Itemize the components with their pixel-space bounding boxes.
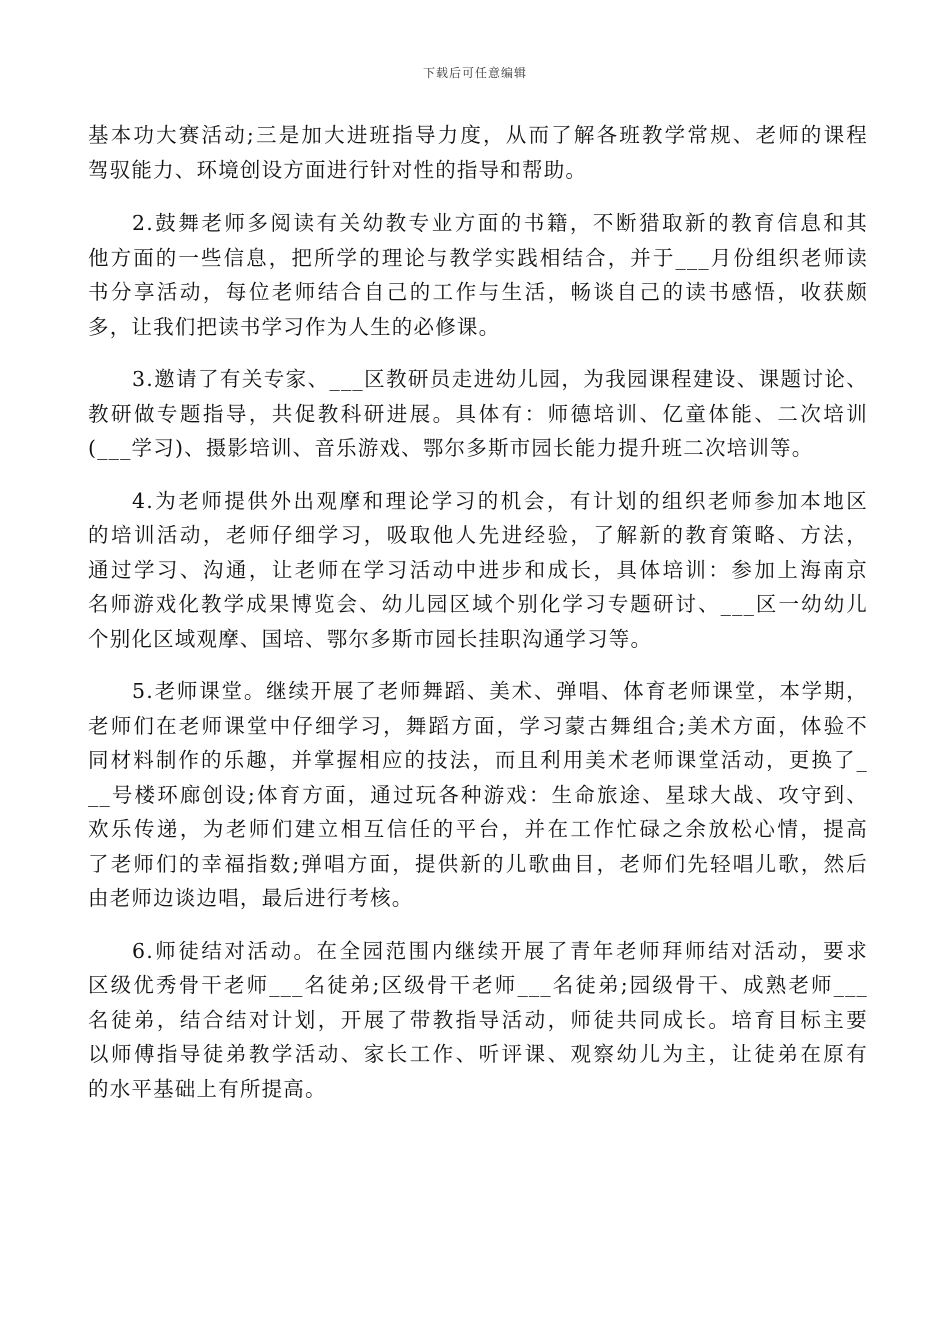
text-line: 了老师们的幸福指数;弹唱方面，提供新的儿歌曲目，老师们先轻唱儿歌，然后	[88, 851, 868, 876]
text-line: 多，让我们把读书学习作为人生的必修课。	[88, 314, 501, 339]
text-line: 老师们在老师课堂中仔细学习，舞蹈方面，学习蒙古舞组合;美术方面，体验不	[88, 713, 868, 738]
text-line: 以师傅指导徒弟教学活动、家长工作、听评课、观察幼儿为主，让徒弟在原有	[88, 1042, 868, 1066]
text-line: 6.师徒结对活动。在全园范围内继续开展了青年老师拜师结对活动，要求	[132, 938, 868, 963]
text-line: __号楼环廊创设;体育方面，通过玩各种游戏：生命旅途、星球大战、攻守到、	[88, 782, 868, 807]
text-line: 名师游戏化教学成果博览会、幼儿园区域个别化学习专题研讨、___区一幼幼儿	[88, 592, 868, 616]
text-line: 驾驭能力、环境创设方面进行针对性的指导和帮助。	[88, 157, 588, 182]
text-line: 他方面的一些信息，把所学的理论与教学实践相结合，并于___月份组织老师读	[88, 245, 868, 270]
document-body	[88, 118, 868, 1124]
text-line: 2.鼓舞老师多阅读有关幼教专业方面的书籍，不断猎取新的教育信息和其	[132, 211, 868, 235]
paragraph-3	[88, 362, 868, 466]
text-line: 通过学习、沟通，让老师在学习活动中进步和成长，具体培训：参加上海南京	[88, 557, 868, 582]
text-line: 3.邀请了有关专家、___区教研员走进幼儿园，为我园课程建设、课题讨论、	[132, 367, 868, 391]
text-line: (___学习)、摄影培训、音乐游戏、鄂尔多斯市园长能力提升班二次培训等。	[88, 436, 814, 460]
text-line: 教研做专题指导，共促教科研进展。具体有：师德培训、亿童体能、二次培训	[88, 401, 868, 426]
text-line: 的培训活动，老师仔细学习，吸取他人先进经验，了解新的教育策略、方法，	[88, 523, 868, 547]
text-line: 4.为老师提供外出观摩和理论学习的机会，有计划的组织老师参加本地区	[132, 488, 868, 513]
paragraph-5	[88, 674, 868, 916]
paragraph-4	[88, 484, 868, 657]
paragraph-6	[88, 934, 868, 1107]
paragraph-1	[88, 118, 868, 187]
text-line: 5.老师课堂。继续开展了老师舞蹈、美术、弹唱、体育老师课堂，本学期，	[132, 679, 868, 703]
page-header: 下载后可任意编辑	[422, 66, 527, 80]
paragraph-2	[88, 206, 868, 344]
text-line: 基本功大赛活动;三是加大进班指导力度，从而了解各班教学常规、老师的课程	[88, 123, 868, 147]
text-line: 名徒弟，结合结对计划，开展了带教指导活动，师徒共同成长。培育目标主要	[88, 1007, 868, 1032]
text-line: 书分享活动，每位老师结合自己的工作与生活，畅谈自己的读书感悟，收获颇	[88, 280, 868, 304]
text-line: 欢乐传递，为老师们建立相互信任的平台，并在工作忙碌之余放松心情，提高	[88, 817, 868, 841]
text-line: 同材料制作的乐趣，并掌握相应的技法，而且利用美术老师课堂活动，更换了_	[88, 748, 868, 772]
text-line: 由老师边谈边唱，最后进行考核。	[88, 886, 414, 910]
text-line: 的水平基础上有所提高。	[88, 1076, 327, 1101]
text-line: 区级优秀骨干老师___名徒弟;区级骨干老师___名徒弟;园级骨干、成熟老师___	[88, 973, 868, 997]
text-line: 个别化区域观摩、国培、鄂尔多斯市园长挂职沟通学习等。	[88, 626, 653, 651]
